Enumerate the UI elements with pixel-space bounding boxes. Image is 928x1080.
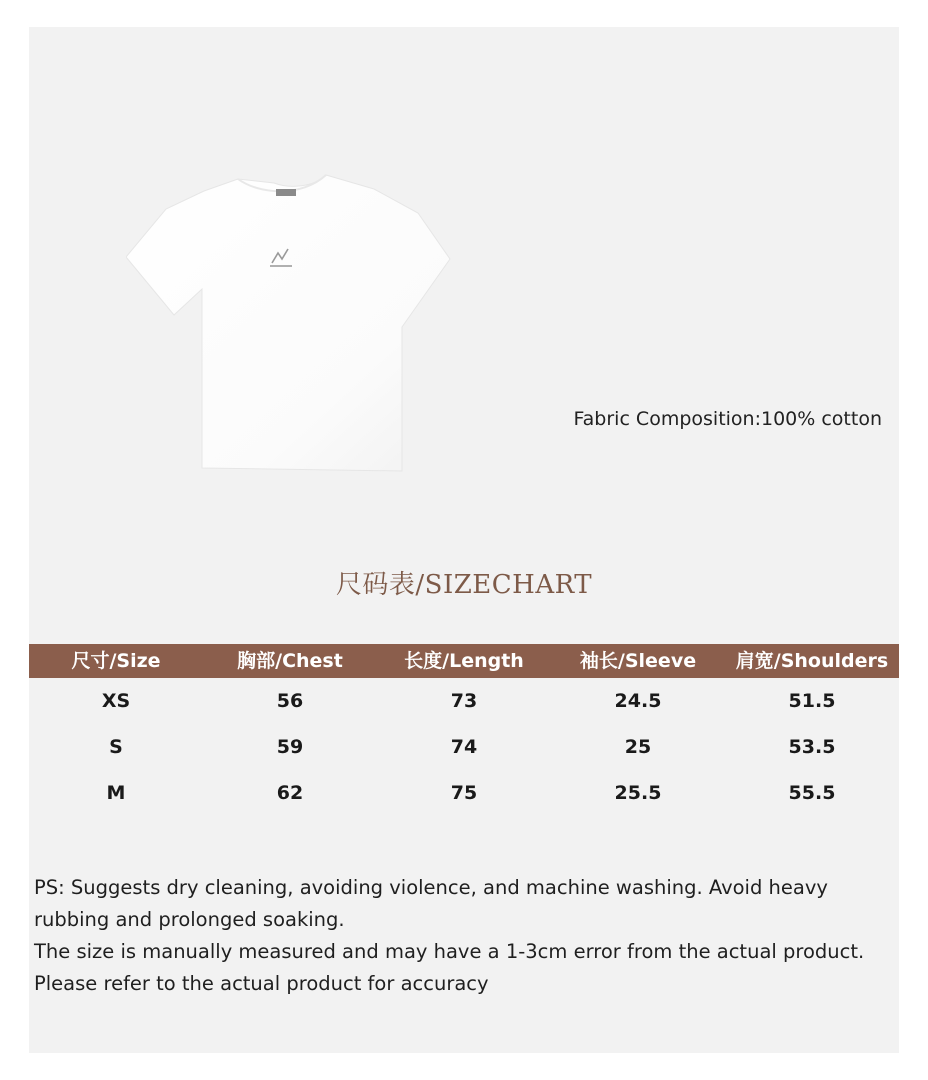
care-note-line: PS: Suggests dry cleaning, avoiding violence, and machine washing. Avoid heavy rubbing and prolonged soaking. bbox=[34, 876, 828, 931]
header-size: 尺寸/Size bbox=[71, 650, 161, 672]
cell-chest: 56 bbox=[276, 690, 304, 712]
measurement-note-line: The size is manually measured and may have a 1-3cm error from the actual product. bbox=[34, 940, 865, 963]
care-notes bbox=[34, 872, 894, 1000]
cell-length: 73 bbox=[450, 690, 478, 712]
cell-chest: 62 bbox=[276, 782, 304, 804]
cell-sleeve: 25 bbox=[624, 736, 652, 758]
table-row bbox=[29, 683, 899, 719]
cell-length: 74 bbox=[450, 736, 478, 758]
product-panel bbox=[29, 27, 899, 1053]
fabric-composition: Fabric Composition:100% cotton bbox=[573, 408, 882, 430]
cell-chest: 59 bbox=[276, 736, 304, 758]
cell-length: 75 bbox=[450, 782, 478, 804]
cell-shoulders: 55.5 bbox=[788, 782, 836, 804]
accuracy-note-line: Please refer to the actual product for accuracy bbox=[34, 972, 489, 995]
tshirt-photo bbox=[126, 137, 451, 473]
size-chart-title: 尺码表/SIZECHART bbox=[335, 570, 593, 600]
cell-shoulders: 51.5 bbox=[788, 690, 836, 712]
header-length: 长度/Length bbox=[404, 650, 524, 672]
cell-size: M bbox=[106, 782, 126, 804]
header-sleeve: 袖长/Sleeve bbox=[579, 650, 697, 672]
cell-shoulders: 53.5 bbox=[788, 736, 836, 758]
header-shoulders: 肩宽/Shoulders bbox=[735, 650, 889, 672]
cell-size: XS bbox=[101, 690, 131, 712]
size-chart-header bbox=[29, 644, 899, 678]
cell-size: S bbox=[109, 736, 123, 758]
header-chest: 胸部/Chest bbox=[237, 650, 343, 672]
cell-sleeve: 25.5 bbox=[614, 782, 662, 804]
table-row bbox=[29, 729, 899, 765]
table-row bbox=[29, 775, 899, 811]
cell-sleeve: 24.5 bbox=[614, 690, 662, 712]
